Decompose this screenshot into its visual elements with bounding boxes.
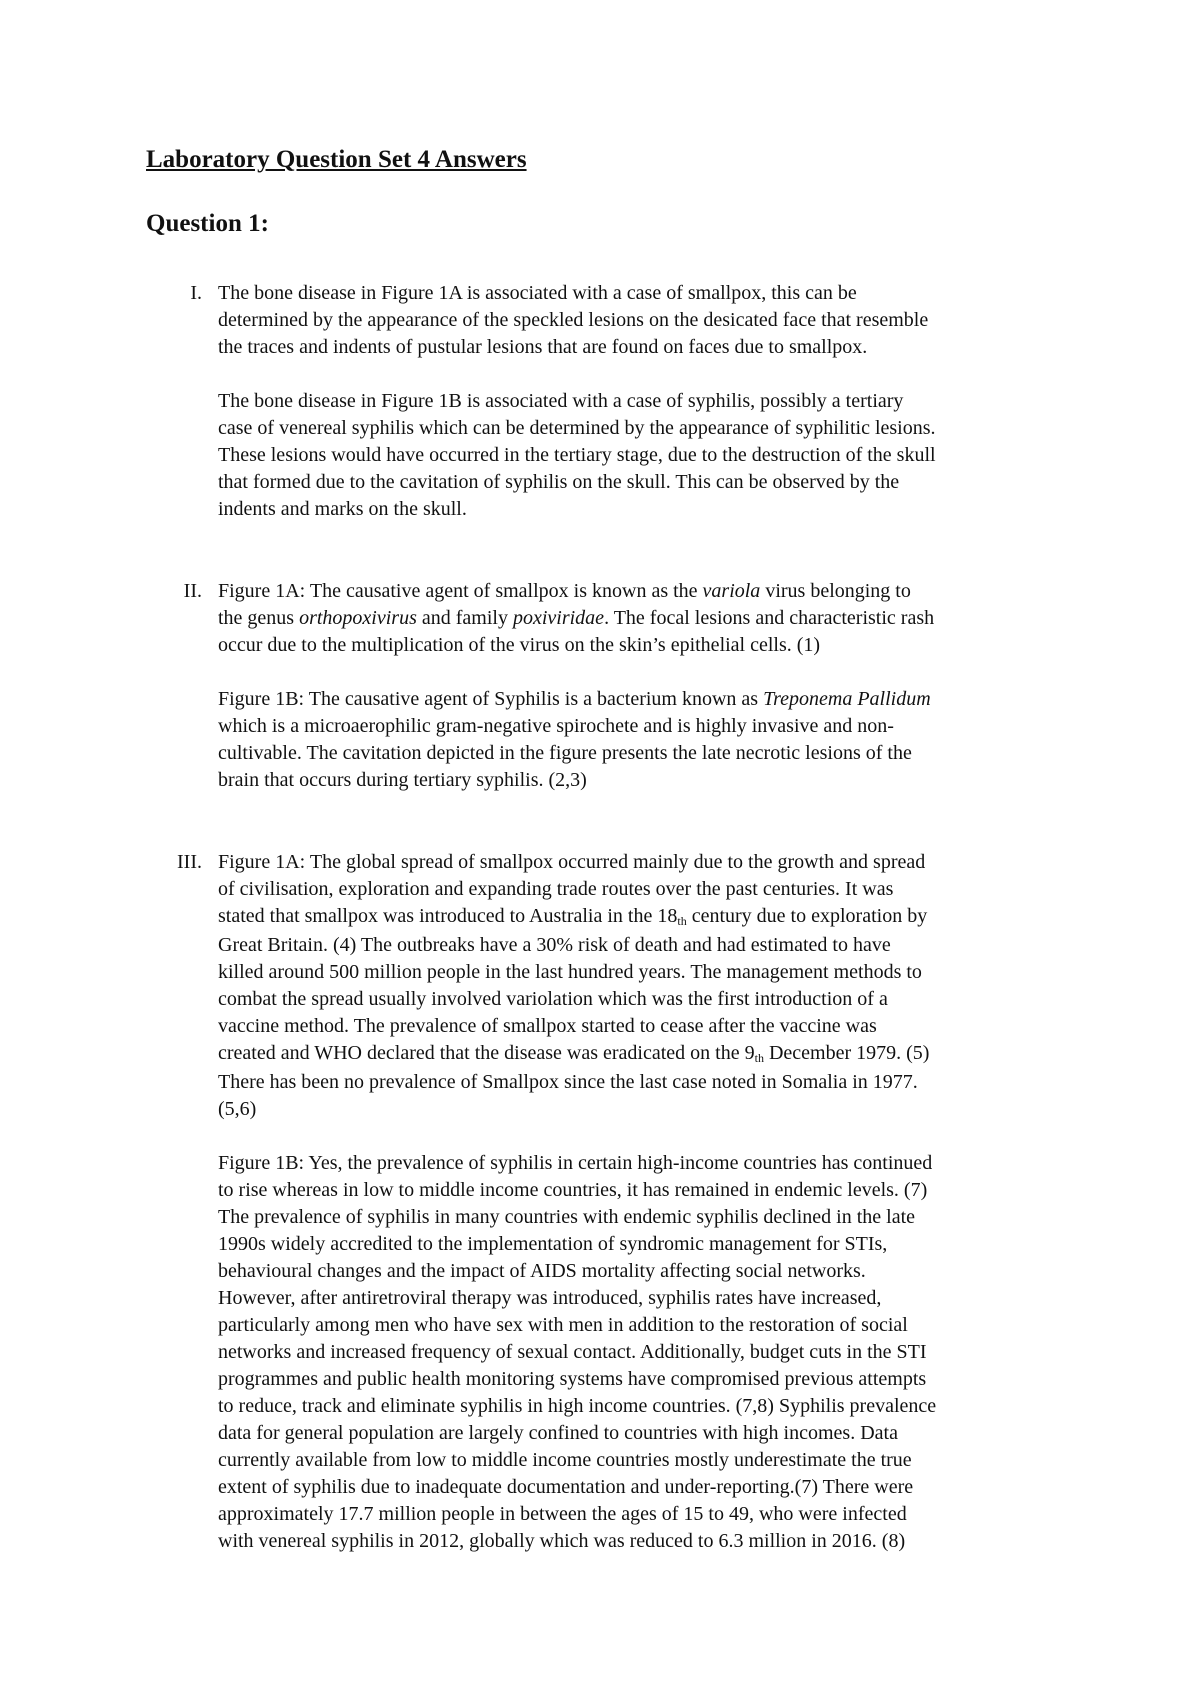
text-line: approximately 17.7 million people in between the ages of 15 to 49, who were infected xyxy=(218,1503,907,1525)
text-line: indents and marks on the skull. xyxy=(218,498,467,520)
document-title: Laboratory Question Set 4 Answers xyxy=(146,146,527,173)
section-body xyxy=(218,578,1200,821)
paragraph xyxy=(218,280,1200,361)
text-line: combat the spread usually involved variolation which was the first introduction of a xyxy=(218,988,888,1010)
text-line: The bone disease in Figure 1A is associated with a case of smallpox, this can be xyxy=(218,282,857,304)
text-line: networks and increased frequency of sexual contact. Additionally, budget cuts in the STI xyxy=(218,1341,927,1363)
paragraph xyxy=(218,1150,1200,1555)
paragraph xyxy=(218,578,1200,659)
text-line: (5,6) xyxy=(218,1098,257,1120)
text-line: programmes and public health monitoring systems have compromised previous attempts xyxy=(218,1368,927,1390)
text-line: Figure 1B: The causative agent of Syphilis is a bacterium known as Treponema Pallidum xyxy=(218,688,931,710)
text-line: Figure 1A: The causative agent of smallpox is known as the variola virus belonging to xyxy=(218,580,911,602)
section-body xyxy=(218,280,1200,550)
section-body xyxy=(218,849,1200,1582)
text-line: to reduce, track and eliminate syphilis in high income countries. (7,8) Syphilis prevalence xyxy=(218,1395,937,1417)
text-line: brain that occurs during tertiary syphilis. (2,3) xyxy=(218,769,587,791)
text-line: of civilisation, exploration and expanding trade routes over the past centuries. It was xyxy=(218,878,894,900)
text-line: the genus orthopoxivirus and family poxiviridae. The focal lesions and characteristic rash xyxy=(218,607,935,629)
text-line: with venereal syphilis in 2012, globally which was reduced to 6.3 million in 2016. (8) xyxy=(218,1530,906,1552)
section-numeral: I. xyxy=(190,282,202,304)
text-line: determined by the appearance of the speckled lesions on the desicated face that resemble xyxy=(218,309,929,331)
question-heading: Question 1: xyxy=(146,210,269,237)
text-line: occur due to the multiplication of the virus on the skin’s epithelial cells. (1) xyxy=(218,634,821,656)
text-line: which is a microaerophilic gram-negative spirochete and is highly invasive and non- xyxy=(218,715,894,737)
text-line: These lesions would have occurred in the tertiary stage, due to the destruction of the skull xyxy=(218,444,936,466)
text-line: data for general population are largely confined to countries with high incomes. Data xyxy=(218,1422,898,1444)
section-numeral: III. xyxy=(177,851,202,873)
text-line: behavioural changes and the impact of AIDS mortality affecting social networks. xyxy=(218,1260,866,1282)
text-line: The bone disease in Figure 1B is associated with a case of syphilis, possibly a tertiary xyxy=(218,390,904,412)
text-line: to rise whereas in low to middle income countries, it has remained in endemic levels. (7) xyxy=(218,1179,928,1201)
text-line: killed around 500 million people in the last hundred years. The management methods to xyxy=(218,961,922,983)
text-line: Figure 1A: The global spread of smallpox occurred mainly due to the growth and spread xyxy=(218,851,926,873)
text-line: currently available from low to middle income countries mostly underestimate the true xyxy=(218,1449,912,1471)
text-line: case of venereal syphilis which can be determined by the appearance of syphilitic lesions. xyxy=(218,417,936,439)
text-line: Great Britain. (4) The outbreaks have a 30% risk of death and had estimated to have xyxy=(218,934,891,956)
text-line: that formed due to the cavitation of syphilis on the skull. This can be observed by the xyxy=(218,471,900,493)
paragraph xyxy=(218,849,1200,1123)
text-line: vaccine method. The prevalence of smallpox started to cease after the vaccine was xyxy=(218,1015,877,1037)
text-line: However, after antiretroviral therapy was introduced, syphilis rates have increased, xyxy=(218,1287,882,1309)
text-line: There has been no prevalence of Smallpox since the last case noted in Somalia in 1977. xyxy=(218,1071,918,1093)
text-line: extent of syphilis due to inadequate documentation and under-reporting.(7) There were xyxy=(218,1476,914,1498)
text-line: created and WHO declared that the disease was eradicated on the 9th December 1979. (5) xyxy=(218,1042,930,1065)
text-line: Figure 1B: Yes, the prevalence of syphilis in certain high-income countries has continued xyxy=(218,1152,933,1174)
text-line: 1990s widely accredited to the implementation of syndromic management for STIs, xyxy=(218,1233,888,1255)
text-line: the traces and indents of pustular lesions that are found on faces due to smallpox. xyxy=(218,336,868,358)
text-line: cultivable. The cavitation depicted in the figure presents the late necrotic lesions of the xyxy=(218,742,912,764)
paragraph xyxy=(218,388,1200,523)
text-line: The prevalence of syphilis in many countries with endemic syphilis declined in the late xyxy=(218,1206,916,1228)
paragraph xyxy=(218,686,1200,794)
section-numeral: II. xyxy=(183,580,202,602)
text-line: stated that smallpox was introduced to Australia in the 18th century due to exploration by xyxy=(218,905,928,928)
text-line: particularly among men who have sex with men in addition to the restoration of social xyxy=(218,1314,908,1336)
